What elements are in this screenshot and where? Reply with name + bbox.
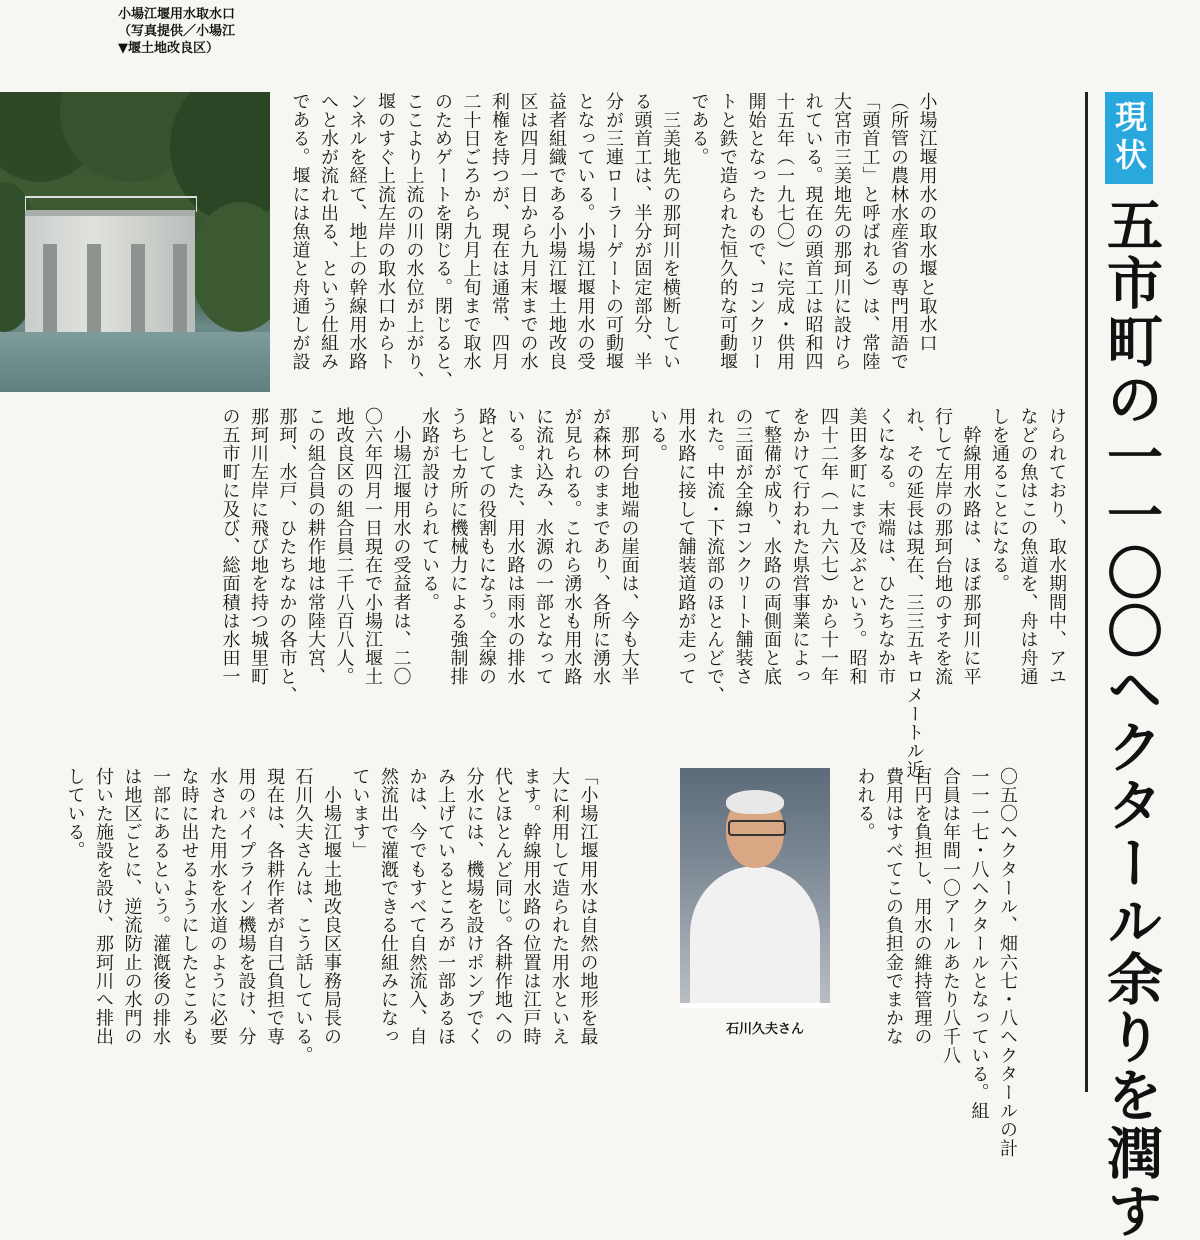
article-column-top: 小場江堰用水の取水堰と取水口 （所管の農林水産省の専門用語で 「頭首工」と呼ばれる）は、常陸 大宮市三美地先の那珂川に設けら れている。現在の頭首工は昭和四 十五年（一九七〇）に完成・供用 開始となったもので、コンクリー トと鉄で造られた恒久的な可動堰 である。 三美地先の那珂川を横断してい る頭首工は、半分が固定部分、半 分が三連ローラーゲートの可動堰 となっている。小場江堰用水の受 益者組織である小場江堰土地改良 区は四月一日から九月末までの水 利権を持つが、現在は通常、四月 二十日ごろから九月上旬まで取水 のためゲートを閉じる。閉じると、 ここより上流の川の水位が上がり、 堰のすぐ上流左岸の取水口からト ンネルを経て、地上の幹線用水路 へと水が流れ出る、という仕組み である。堰には魚道と舟通しが設 [289, 92, 938, 390]
photo-caption-line: （写真提供／小場江 [118, 24, 236, 39]
headline-rule [1085, 92, 1088, 1092]
photo-caption-line: ▼堰土地改良区） [118, 41, 219, 56]
article-column-middle: けられており、取水期間中、アユ などの魚はこの魚道を、舟は舟通 しを通ることになる。 幹線用水路は、ほぼ那珂川に平 行して左岸の那珂台地のすそを流 れ、その延長は現在、三三五キロメートル近 くになる。末端は、ひたちなか市 美田多町にまで及ぶという。昭和 四十二年（一九六七）から十一年 をかけて行われた県営事業によっ て整備が成り、水路の両側面と底 の三面が全線コンクリート舗装さ れた。中流・下流部のほとんどで、 用水路に接して舗装道路が走って いる。 那珂台地端の崖面は、今も大半 が森林のままであり、各所に湧水 が見られる。これら湧水も用水路 に流れ込み、水源の一部となって いる。また、用水路は雨水の排水 路としての役割もになう。全線の うち七カ所に機械力による強制排 水路が設けられている。 小場江堰用水の受益者は、二〇 〇六年四月一日現在で小場江堰土 地改良区の組合員二千八百八人。 この組合員の耕作地は常陸大宮、 那珂、水戸、ひたちなかの各市と、 那珂川左岸に飛び地を持つ城里町 の五市町に及び、総面積は水田一 [219, 407, 1067, 779]
river-water [0, 332, 270, 392]
intake-structure [25, 210, 195, 344]
photo-caption [118, 6, 288, 57]
headline: 五市町の一一〇〇ヘクタール余りを潤す [1098, 196, 1163, 1240]
section-tag: 現状 [1105, 92, 1153, 184]
article-column-bottom-right: 〇五〇ヘクタール、畑六七・八ヘクタールの計 一一一七・八ヘクタールとなっている。組 合員は年間一〇アールあたり八千八 百円を負担し、用水の維持管理の 費用はすべてこの負担金でまかな われる。 [854, 767, 1018, 1158]
intake-photo [0, 92, 270, 392]
article-column-bottom-left: 「小場江堰用水は自然の地形を最 大に利用して造られた用水といえ ます。幹線用水路の位置は江戸時 代とほとんど同じ。各耕作地への 分水には、機場を設けポンプでく み上げているところが一部あるほ かは、今でもすべて自然流入、自 然流出で灌漑できる仕組みになっ ています」 小場江堰土地改良区事務局長の 石川久夫さんは、こう話している。 現在は、各耕作者が自己負担で専 用のパイプライン機場を設け、分 水された用水を水道のように必要 な時に出せるようにしたところも 一部にあるという。灌漑後の排水 は地区ごとに、逆流防止の水門の 付いた施設を設け、那珂川へ排出 している。 [64, 767, 599, 1065]
portrait-photo [680, 768, 830, 1008]
portrait-caption: 石川久夫さん [725, 1022, 804, 1037]
photo-caption-line: 小場江堰用水取水口 [118, 7, 236, 22]
